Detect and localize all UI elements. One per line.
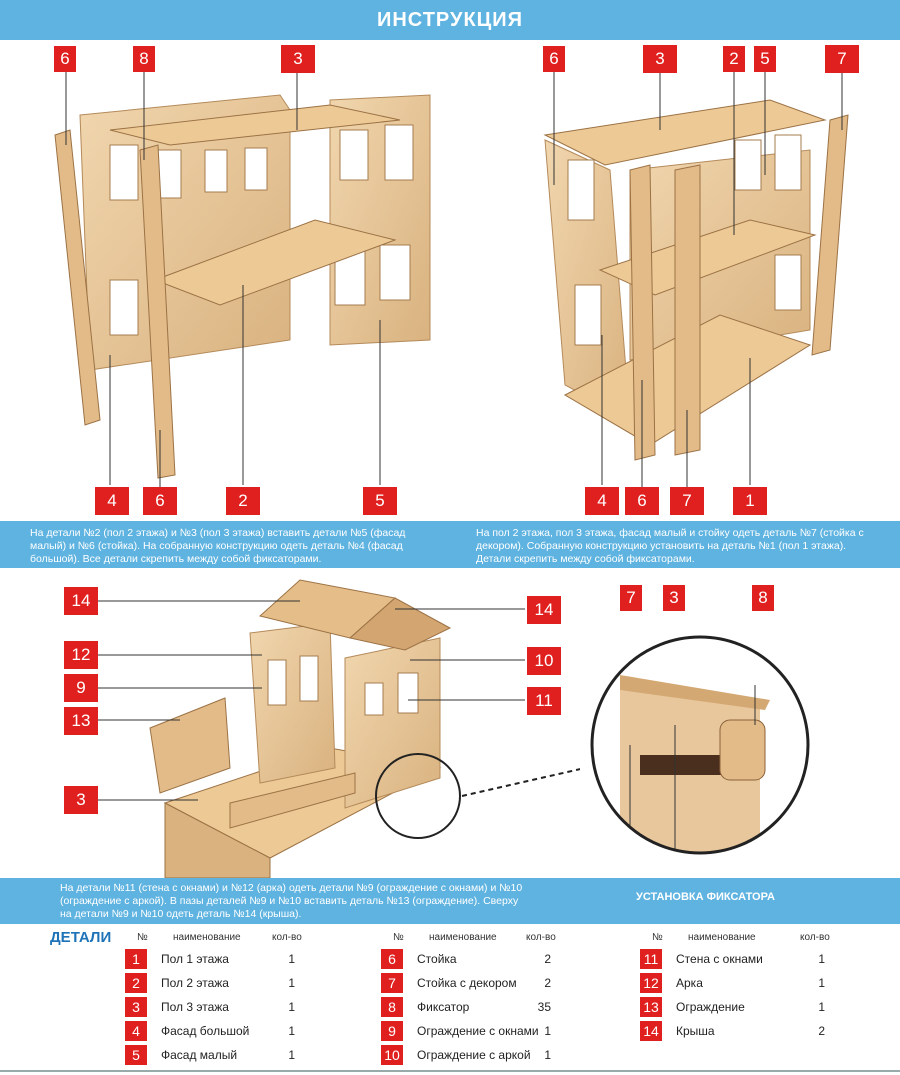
part-name: Фиксатор (417, 1000, 470, 1014)
part-qty: 1 (544, 1048, 551, 1062)
part-name: Ограждение с окнами (417, 1024, 539, 1038)
part-num: 8 (381, 997, 403, 1017)
part-qty: 1 (288, 1024, 295, 1038)
part-num: 4 (125, 1021, 147, 1041)
part-num: 5 (125, 1045, 147, 1065)
col2-head-qty: кол-во (526, 932, 556, 943)
part-qty: 1 (818, 952, 825, 966)
part-name: Арка (676, 976, 703, 990)
step2-badge-7-bottom: 7 (670, 487, 704, 515)
part-num: 10 (381, 1045, 403, 1065)
step2-badge-7-top: 7 (825, 45, 859, 73)
part-num: 11 (640, 949, 662, 969)
fixator-badge-8: 8 (752, 585, 774, 611)
step2-badge-4: 4 (585, 487, 619, 515)
part-num: 7 (381, 973, 403, 993)
step1-text: На детали №2 (пол 2 этажа) и №3 (пол 3 этажа) вставить детали №5 (фасад малый) и №6 (стойка). На собранную конструкцию одеть деталь №4 (фасад большой). Все детали скрепить между собой фиксаторами. (30, 527, 406, 565)
parts-table-col2 (381, 932, 581, 1070)
part-num: 13 (640, 997, 662, 1017)
step1-badge-3: 3 (281, 45, 315, 73)
step2-badge-1: 1 (733, 487, 767, 515)
step3-badge-10: 10 (527, 647, 561, 675)
parts-title: ДЕТАЛИ (50, 929, 112, 946)
step1-badge-6-bottom: 6 (143, 487, 177, 515)
part-qty: 2 (544, 952, 551, 966)
parts-table-col3 (640, 932, 840, 1070)
part-qty: 1 (288, 976, 295, 990)
step1-illustration (0, 40, 450, 520)
part-qty: 1 (544, 1024, 551, 1038)
fixator-illustration (590, 615, 900, 875)
step1-badge-2: 2 (226, 487, 260, 515)
part-num: 1 (125, 949, 147, 969)
part-name: Ограждение (676, 1000, 745, 1014)
step3-badge-3: 3 (64, 786, 98, 814)
fixator-badge-7: 7 (620, 585, 642, 611)
step3-badge-14-left: 14 (64, 587, 98, 615)
fixator-title: УСТАНОВКА ФИКСАТОРА (636, 891, 775, 903)
part-qty: 2 (544, 976, 551, 990)
part-name: Пол 2 этажа (161, 976, 229, 990)
step3-text: На детали №11 (стена с окнами) и №12 (арка) одеть детали №9 (ограждение с окнами) и №10 (ограждение с аркой). В пазы деталей №9 и №10 вставить деталь №13 (ограждение). Сверху на детали №9 и №10 одеть деталь №14 (крыша). (60, 882, 523, 920)
header-bar (0, 0, 900, 40)
col1-head-name: наименование (173, 932, 241, 943)
step2-badge-2: 2 (723, 46, 745, 72)
part-name: Стойка с декором (417, 976, 517, 990)
part-num: 3 (125, 997, 147, 1017)
part-name: Пол 1 этажа (161, 952, 229, 966)
step2-badge-6-top: 6 (543, 46, 565, 72)
step2-illustration (450, 40, 900, 520)
step1-badge-5: 5 (363, 487, 397, 515)
step2-badge-5: 5 (754, 46, 776, 72)
col1-head-num: № (137, 932, 148, 943)
part-qty: 2 (818, 1024, 825, 1038)
parts-table-col1 (125, 932, 325, 1070)
part-num: 12 (640, 973, 662, 993)
part-name: Фасад малый (161, 1048, 238, 1062)
col3-head-qty: кол-во (800, 932, 830, 943)
part-name: Пол 3 этажа (161, 1000, 229, 1014)
part-name: Стена с окнами (676, 952, 763, 966)
step2-text: На пол 2 этажа, пол 3 этажа, фасад малый и стойку одеть деталь №7 (стойка с декором). Собранную конструкцию установить на деталь №1 (пол 1 этажа). Детали скрепить между собой фиксаторами. (476, 527, 864, 565)
part-name: Фасад большой (161, 1024, 250, 1038)
part-num: 9 (381, 1021, 403, 1041)
step1-badge-4: 4 (95, 487, 129, 515)
part-num: 6 (381, 949, 403, 969)
col3-head-num: № (652, 932, 663, 943)
part-name: Ограждение с аркой (417, 1048, 531, 1062)
part-qty: 1 (818, 976, 825, 990)
part-qty: 35 (537, 1000, 551, 1014)
part-num: 14 (640, 1021, 662, 1041)
part-name: Крыша (676, 1024, 715, 1038)
col1-head-qty: кол-во (272, 932, 302, 943)
info-strip-bottom (0, 878, 900, 924)
info-strip-top (0, 521, 900, 568)
part-num: 2 (125, 973, 147, 993)
step3-badge-9: 9 (64, 674, 98, 702)
step2-badge-6-bottom: 6 (625, 487, 659, 515)
part-qty: 1 (288, 952, 295, 966)
col2-head-name: наименование (429, 932, 497, 943)
part-qty: 1 (288, 1048, 295, 1062)
part-qty: 1 (288, 1000, 295, 1014)
step1-badge-8: 8 (133, 46, 155, 72)
part-qty: 1 (818, 1000, 825, 1014)
page-title: ИНСТРУКЦИЯ (376, 8, 524, 31)
bottom-divider (0, 1070, 900, 1072)
fixator-badge-3: 3 (663, 585, 685, 611)
step3-badge-14-right: 14 (527, 596, 561, 624)
col3-head-name: наименование (688, 932, 756, 943)
col2-head-num: № (393, 932, 404, 943)
step1-badge-6-top: 6 (54, 46, 76, 72)
part-name: Стойка (417, 952, 457, 966)
step3-badge-11: 11 (527, 687, 561, 715)
step3-badge-13: 13 (64, 707, 98, 735)
step3-badge-12: 12 (64, 641, 98, 669)
step2-badge-3: 3 (643, 45, 677, 73)
